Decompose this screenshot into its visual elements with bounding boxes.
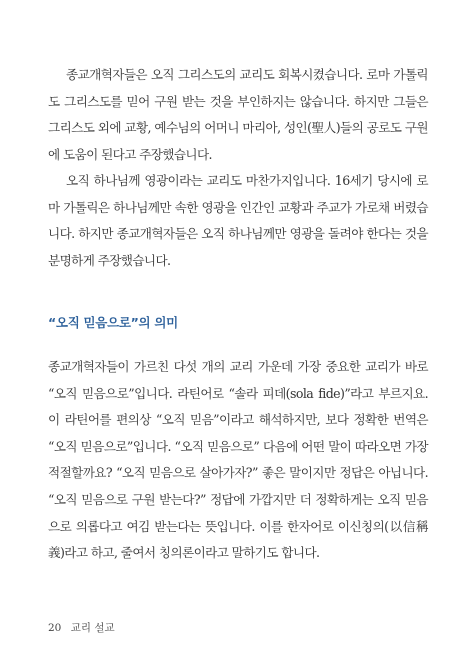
section-heading: “오직 믿음으로”의 의미 [48,315,178,330]
page-number: 20 [48,622,62,634]
body-paragraph: 종교개혁자들은 오직 그리스도의 교리도 회복시켰습니다. 로마 가톨릭도 그리스도를 믿어 구원 받는 것을 부인하지는 않습니다. 하지만 그들은 그리스도 외에 교황, 예수님의 어머니 마리아, 성인(聖人)들의 공로도 구원에 도움이 된다고 주장했습니다. [48,67,428,162]
running-title: 교리 설교 [70,622,115,634]
body-paragraph: 오직 하나님께 영광이라는 교리도 마찬가지입니다. 16세기 당시에 로마 가톨릭은 하나님께만 속한 영광을 인간인 교황과 주교가 가로채 버렸습니다. 하지만 종교개혁자들은 오직 하나님께만 영광을 돌려야 한다는 것을 분명하게 주장했습니다. [48,173,428,268]
body-paragraph: 종교개혁자들이 가르친 다섯 개의 교리 가운데 가장 중요한 교리가 바로 “오직 믿음으로”입니다. 라틴어로 “솔라 피데(sola fide)”라고 부르지요. 이 라틴어를 편의상 “오직 믿음”이라고 해석하지만, 보다 정확한 번역은 “오직 믿음으로”입니다. “오직 믿음으로” 다음에 어떤 말이 따라오면 가장 적절할까요? “오직 믿음으로 살아가자?” 좋은 말이지만 정답은 아닙니다. “오직 믿음으로 구원 받는다?” 정답에 가깝지만 더 정확하게는 오직 믿음으로 의롭다고 여김 받는다는 뜻입니다. 이를 한자어로 이신칭의(以信稱義)라고 하고, 줄여서 칭의론이라고 말하기도 합니다. [48,359,428,561]
page-footer [48,620,115,635]
